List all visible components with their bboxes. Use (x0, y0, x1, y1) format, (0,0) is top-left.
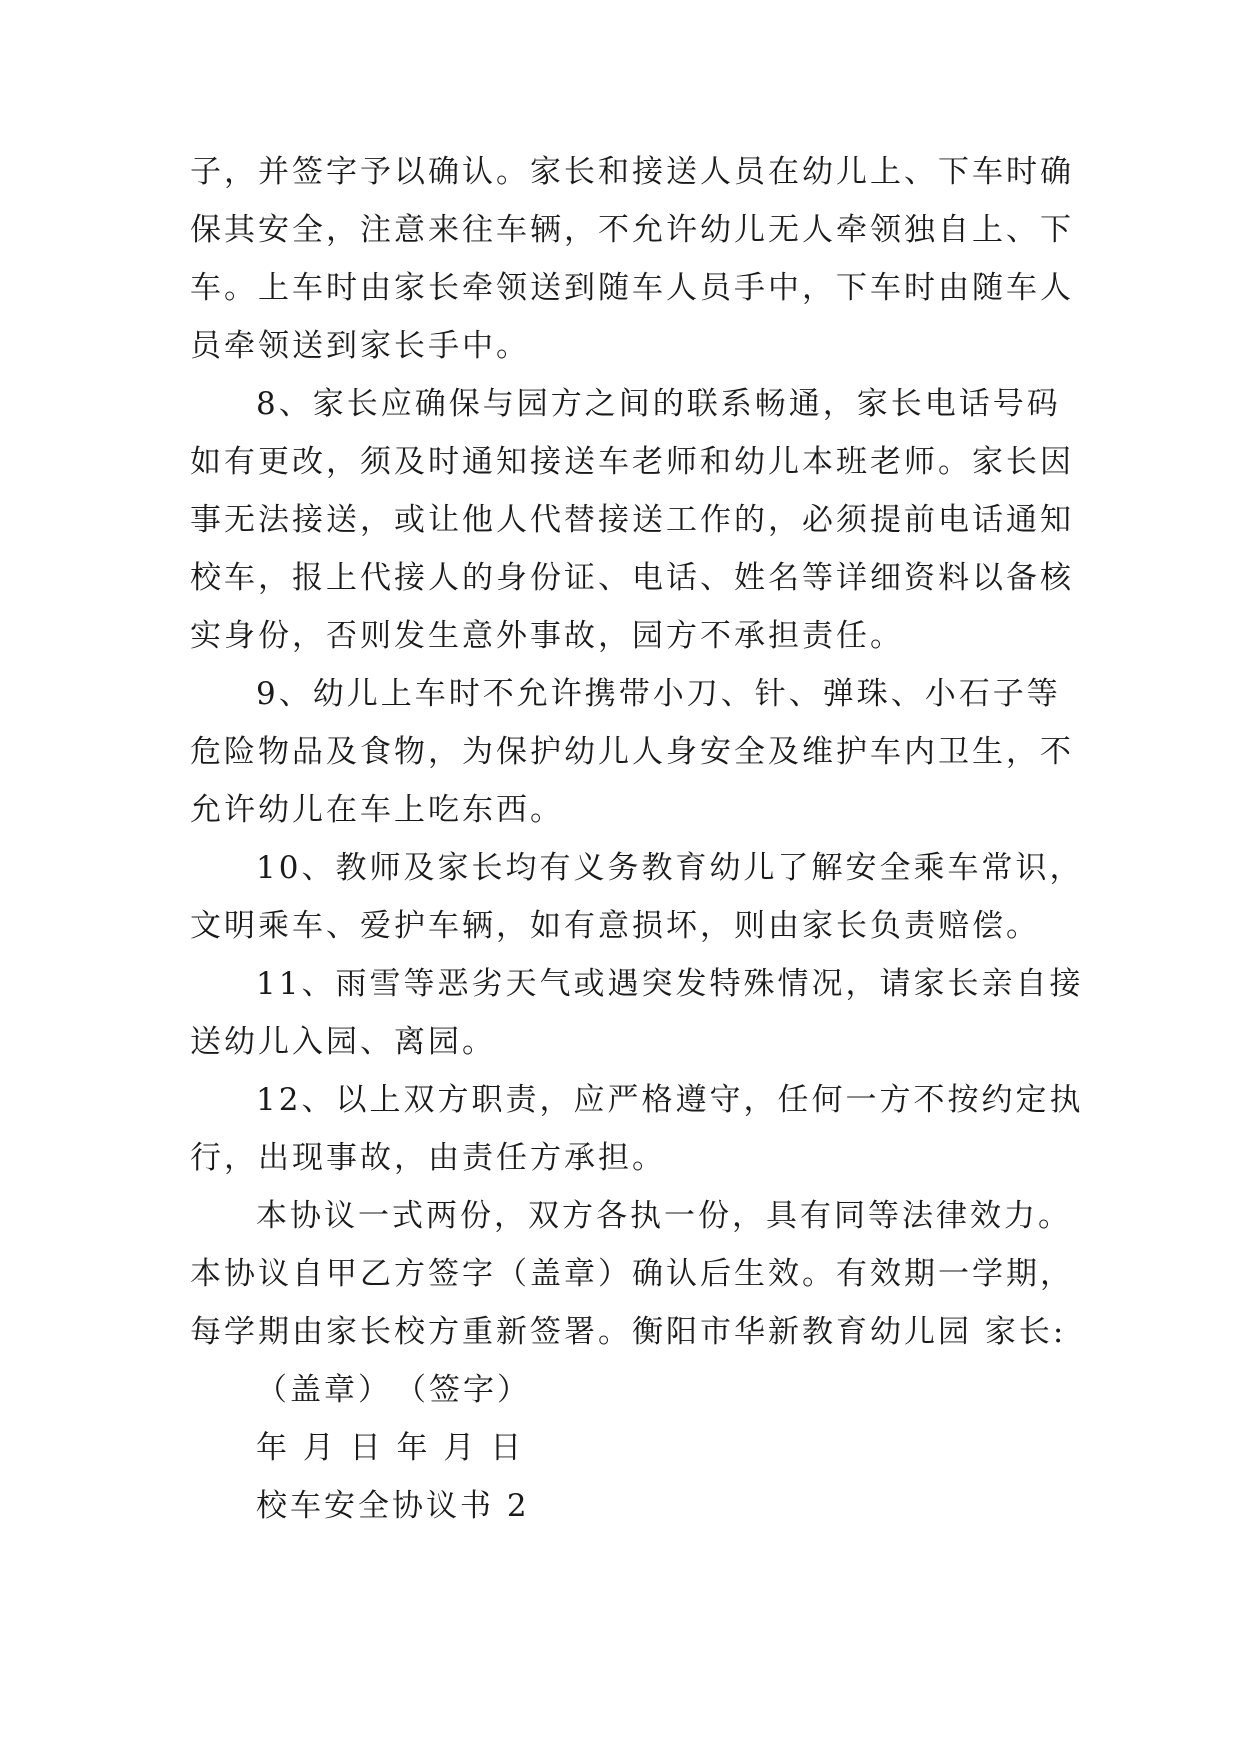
text-line: 保其安全，注意来往车辆，不允许幼儿无人牵领独自上、下 (190, 212, 1074, 248)
paragraph-11-start: 11、雨雪等恶劣天气或遇突发特殊情况，请家长亲自接 (256, 966, 1084, 1002)
text-line: 送幼儿入园、离园。 (190, 1024, 496, 1060)
text-line: 子，并签字予以确认。家长和接送人员在幼儿上、下车时确 (190, 154, 1074, 190)
text-line: 员牵领送到家长手中。 (190, 328, 530, 364)
text-line: 允许幼儿在车上吃东西。 (190, 792, 564, 828)
text-line: 实身份，否则发生意外事故，园方不承担责任。 (190, 618, 904, 654)
seal-signature-line: （盖章） （签字） (256, 1372, 531, 1408)
text-line: 每学期由家长校方重新签署。衡阳市华新教育幼儿园 家长: (190, 1314, 1067, 1350)
text-line: 车。上车时由家长牵领送到随车人员手中，下车时由随车人 (190, 270, 1074, 306)
section-title: 校车安全协议书 2 (256, 1488, 530, 1524)
text-line: 事无法接送，或让他人代替接送工作的，必须提前电话通知 (190, 502, 1074, 538)
paragraph-8-start: 8、家长应确保与园方之间的联系畅通，家长电话号码 (256, 386, 1061, 422)
text-line: 危险物品及食物，为保护幼儿人身安全及维护车内卫生，不 (190, 734, 1074, 770)
text-line: 本协议自甲乙方签字（盖章）确认后生效。有效期一学期， (190, 1256, 1074, 1292)
text-line: 校车，报上代接人的身份证、电话、姓名等详细资料以备核 (190, 560, 1074, 596)
text-line: 文明乘车、爱护车辆，如有意损坏，则由家长负责赔偿。 (190, 908, 1040, 944)
paragraph-9-start: 9、幼儿上车时不允许携带小刀、针、弹珠、小石子等 (256, 676, 1061, 712)
paragraph-12-start: 12、以上双方职责，应严格遵守，任何一方不按约定执 (256, 1082, 1084, 1118)
agreement-clause-start: 本协议一式两份，双方各执一份，具有同等法律效力。 (256, 1198, 1072, 1234)
text-line: 如有更改，须及时通知接送车老师和幼儿本班老师。家长因 (190, 444, 1074, 480)
paragraph-10-start: 10、教师及家长均有义务教育幼儿了解安全乘车常识， (256, 850, 1084, 886)
text-line: 行，出现事故，由责任方承担。 (190, 1140, 666, 1176)
date-line: 年 月 日 年 月 日 (256, 1430, 525, 1466)
